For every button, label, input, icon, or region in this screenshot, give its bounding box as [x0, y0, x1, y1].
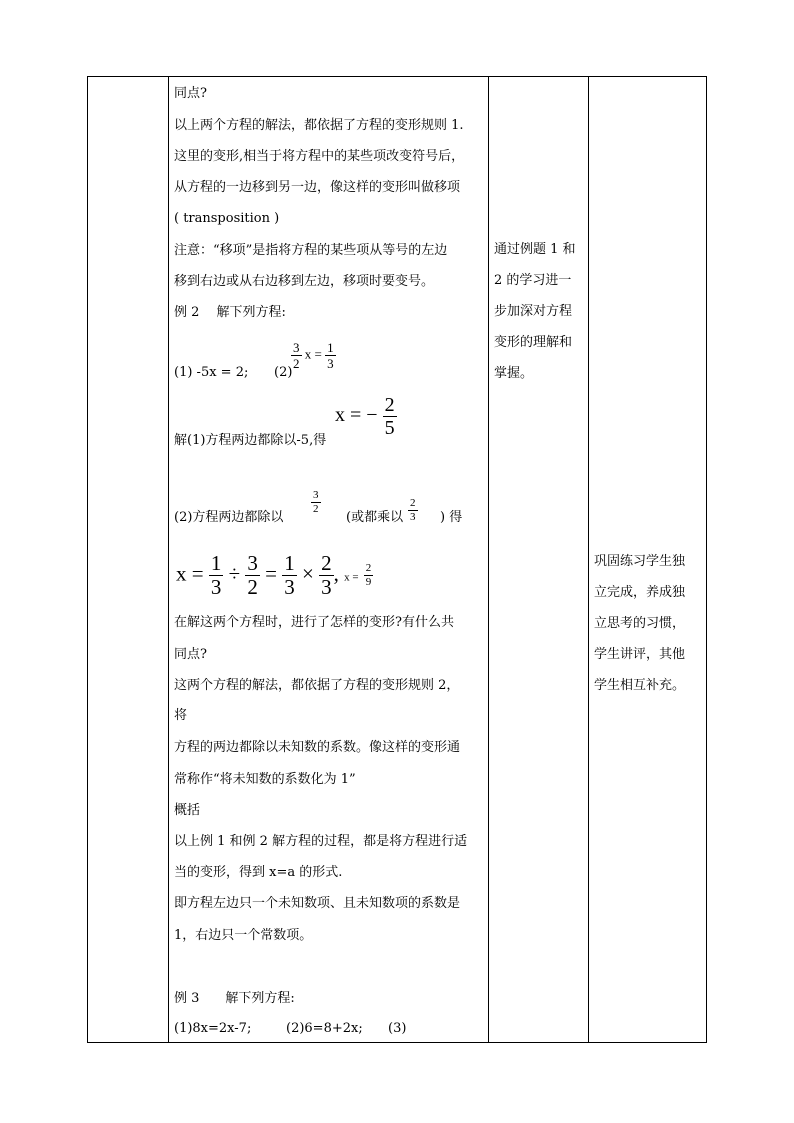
fraction-denominator: 9	[365, 576, 372, 588]
fraction-denominator: 2	[247, 575, 258, 599]
note-line: 学生讲评，其他	[594, 647, 686, 662]
example-2-heading: 例 2 解下列方程:	[174, 305, 286, 320]
fraction-numerator: 3	[293, 340, 300, 355]
text-line: ( transposition )	[174, 211, 280, 226]
example-3-equation-3: (3)	[388, 1021, 407, 1036]
example-3-heading: 例 3 解下列方程:	[174, 991, 295, 1006]
note-line: 学生相互补充。	[594, 678, 686, 693]
fraction-numerator: 3	[313, 489, 319, 501]
note-line: 立思考的习惯，	[594, 616, 686, 631]
divisor-fraction	[311, 490, 321, 515]
fraction-denominator: 3	[284, 575, 295, 599]
text-line: 当的变形，得到 x=a 的形式.	[174, 865, 343, 880]
fraction-denominator: 3	[410, 511, 416, 523]
fraction-denominator: 3	[321, 575, 332, 599]
example-3-equation-2: (2)6=8+2x;	[286, 1021, 363, 1036]
text-line: 这里的变形,相当于将方程中的某些项改变符号后，	[174, 149, 465, 164]
text-line: 方程的两边都除以未知数的系数。像这样的变形通	[174, 740, 461, 755]
text-line: 注意：“移项”是指将方程的某些项从等号的左边	[174, 243, 448, 258]
text-line: 常称作“将未知数的系数化为 1”	[174, 772, 356, 787]
design-note-2	[594, 546, 685, 701]
fraction-numerator: 1	[210, 551, 222, 575]
note-line: 立完成，养成独	[594, 585, 686, 600]
text-line: 1，右边只一个常数项。	[174, 928, 313, 943]
design-note-1	[494, 234, 576, 389]
equation-text: x =	[176, 561, 204, 586]
note-line: 掌握。	[494, 366, 534, 381]
text-line: 同点?	[174, 86, 207, 101]
column-divider-3	[588, 77, 589, 1042]
equation-text: x = −	[335, 404, 378, 427]
fraction-numerator: 2	[365, 562, 372, 574]
text-line: 这两个方程的解法，都依据了方程的变形规则 2，	[174, 678, 460, 693]
text-line: 从方程的一边移到另一边，像这样的变形叫做移项	[174, 180, 461, 195]
fraction-denominator: 2	[313, 503, 319, 515]
multiplier-fraction	[408, 498, 418, 523]
solution-2-text: ) 得	[440, 510, 463, 525]
text-line: 同点?	[174, 647, 207, 662]
note-line: 通过例题 1 和	[494, 242, 576, 257]
solution-2-text: (2)方程两边都除以	[174, 510, 284, 525]
column-divider-2	[488, 77, 489, 1042]
operator: ÷	[228, 561, 241, 586]
text-line: 以上例 1 和例 2 解方程的过程，都是将方程进行适	[174, 834, 468, 849]
note-line: 变形的理解和	[494, 335, 573, 350]
text-line: 移到右边或从右边移到左边，移项时要变号。	[174, 274, 435, 289]
summary-heading: 概括	[174, 803, 201, 818]
operator: =	[265, 561, 277, 586]
text-line: 将	[174, 708, 188, 723]
fraction-denominator: 5	[384, 417, 395, 439]
text-line: 在解这两个方程时，进行了怎样的变形?有什么共	[174, 615, 454, 630]
note-line: 步加深对方程	[494, 304, 573, 319]
example-3-equation-1: (1)8x=2x-7;	[174, 1021, 252, 1036]
fraction-denominator: 2	[293, 356, 300, 371]
column-divider-1	[168, 77, 169, 1042]
fraction-denominator: 3	[210, 575, 222, 599]
solution-1-result	[335, 395, 397, 438]
equation-2-label: (2)	[274, 365, 293, 380]
note-line: 2 的学习进一	[494, 273, 572, 288]
fraction-numerator: 1	[327, 340, 334, 355]
solution-1-text: 解(1)方程两边都除以-5,得	[174, 433, 327, 448]
text-line: 即方程左边只一个未知数项、且未知数项的系数是	[174, 896, 461, 911]
equation-text: x =	[344, 571, 359, 584]
lesson-table	[87, 76, 707, 1043]
operator: ×	[301, 561, 314, 586]
solution-2-text: (或都乘以	[346, 510, 404, 525]
operator: ,	[333, 561, 339, 586]
fraction-numerator: 1	[284, 551, 295, 575]
fraction-numerator: 2	[321, 551, 332, 575]
equation-1-label: (1) -5x = 2;	[174, 365, 249, 380]
text-line: 以上两个方程的解法，都依据了方程的变形规则 1.	[174, 118, 464, 133]
fraction-numerator: 3	[247, 551, 258, 575]
note-line: 巩固练习学生独	[594, 554, 686, 569]
fraction-numerator: 2	[410, 497, 416, 509]
equation-2	[291, 341, 336, 370]
fraction-numerator: 2	[384, 394, 395, 416]
solution-2-computation	[176, 553, 373, 598]
fraction-denominator: 3	[327, 356, 334, 371]
equation-text: x =	[304, 346, 322, 362]
